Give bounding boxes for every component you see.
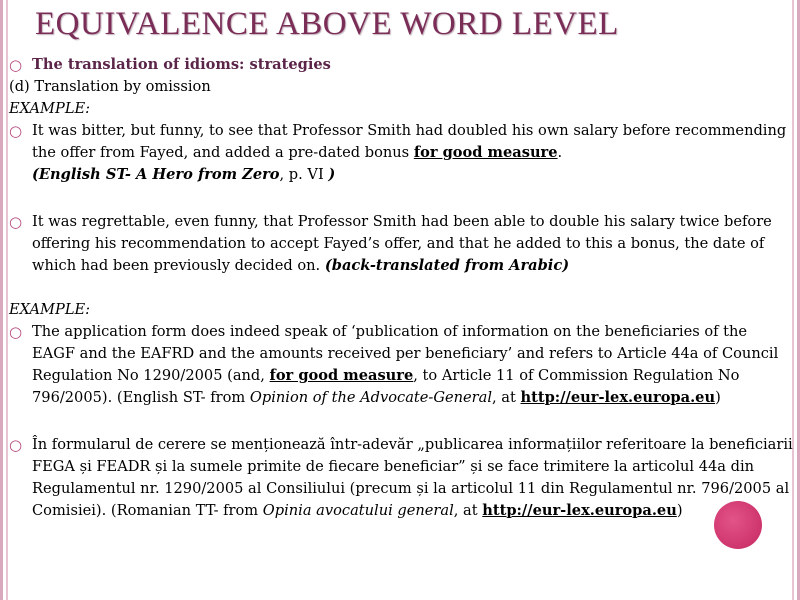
slide-title: EQUIVALENCE ABOVE WORD LEVEL: [35, 6, 619, 42]
example2-source-text: ○ The application form does indeed speak of ‘publication of information on the beneficiaries of the EAGF and the EAFRD and the amounts received per beneficiary’ and refers to Article 44a of Council Regulation No 1290/2005 (and, for good measure, to Article 11 of Commission Regulation No 796/2005). (English ST- from Opinion of the Advocate-General, at http://eur-lex.europa.eu): [9, 323, 779, 406]
idiom-highlight: for good measure: [413, 144, 558, 161]
left-border-inner: [6, 0, 8, 600]
left-border: [0, 0, 3, 600]
subheading: The translation of idioms: strategies: [32, 56, 331, 73]
example1-back-translation: ○ It was regrettable, even funny, that Professor Smith had been able to double his salary twice before offering his recommendation to accept Fayed’s offer, and that he added to this a bonus, the date of which had been previously decided on. (back-translated from Arabic): [9, 213, 772, 274]
example-label-2: EXAMPLE:: [9, 301, 91, 318]
decorative-circle: [714, 501, 762, 549]
bullet-icon: ○: [9, 122, 23, 140]
example2-target-text: ○ În formularul de cerere se menționează într-adevăr „publicarea informațiilor referitoare la beneficiarii FEGA și FEADR și la sumele primite de fiecare beneficiar” și se face trimitere la articolul 44a din Regulamentul nr. 1290/2005 al Consiliului (precum și la articolul 11 din Regulamentul nr. 796/2005 al Comisiei). (Romanian TT- from Opinia avocatului general, at http://eur-lex.europa.eu): [9, 436, 793, 519]
source-url-link[interactable]: http://eur-lex.europa.eu: [520, 389, 716, 406]
bullet-icon: ○: [9, 213, 23, 231]
idiom-highlight: for good measure: [269, 367, 414, 384]
slide-content: [9, 54, 794, 522]
back-translation-note: (back-translated from Arabic): [324, 257, 570, 274]
section-heading: (d) Translation by omission: [9, 78, 211, 95]
bullet-icon: ○: [9, 436, 23, 454]
subheading-item: [9, 54, 794, 76]
bullet-icon: ○: [9, 56, 23, 74]
bullet-icon: ○: [9, 323, 23, 341]
example1-source-text: ○ It was bitter, but funny, to see that Professor Smith had doubled his own salary before recommending the offer from Fayed, and added a pre-dated bonus for good measure. (English ST- A Hero from Zero, p. VI ): [9, 122, 787, 183]
example-label-1: EXAMPLE:: [9, 100, 91, 117]
target-url-link[interactable]: http://eur-lex.europa.eu: [482, 502, 677, 519]
